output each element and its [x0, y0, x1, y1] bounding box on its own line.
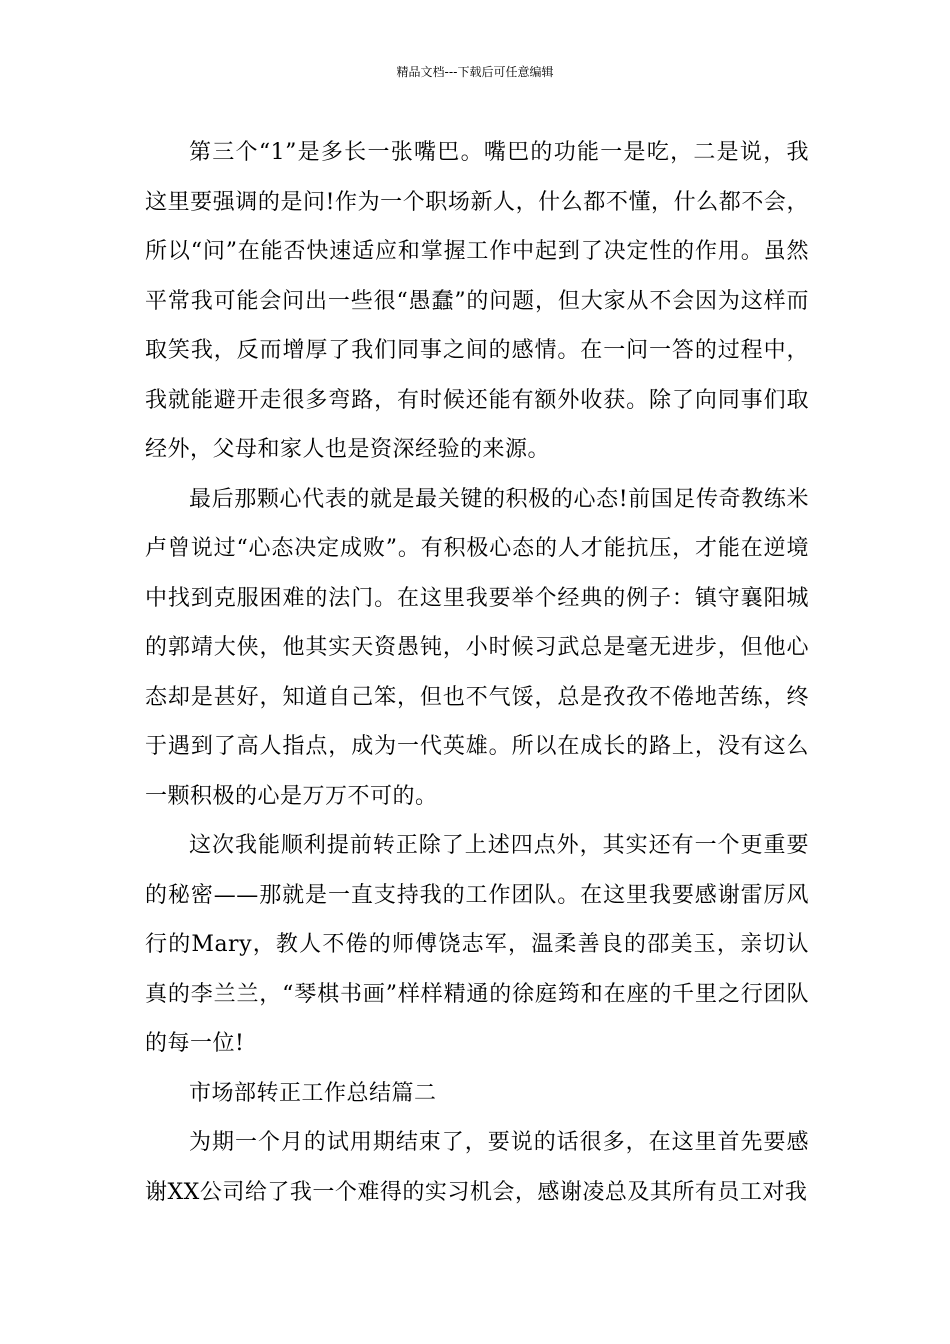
- page-header: 精品文档---下载后可任意编辑: [396, 65, 554, 79]
- document-body: [145, 128, 809, 1217]
- paragraph-positive-attitude: 最后那颗心代表的就是最关键的积极的心态!前国足传奇教练米卢曾说过“心态决定成败”。有积极心态的人才能抗压，才能在逆境中找到克服困难的法门。在这里我要举个经典的例子：镇守襄阳城的郭靖大侠，他其实天资愚钝，小时候习武总是毫无进步，但他心态却是甚好，知道自己笨，但也不气馁，总是孜孜不倦地苦练，终于遇到了高人指点，成为一代英雄。所以在成长的路上，没有这么一颗积极的心是万万不可的。: [145, 486, 809, 809]
- paragraph-intro-part-two: 为期一个月的试用期结束了，要说的话很多，在这里首先要感谢XX公司给了我一个难得的实习机会，感谢凌总及其所有员工对我: [145, 1130, 809, 1205]
- paragraph-team-thanks: 这次我能顺利提前转正除了上述四点外，其实还有一个更重要的秘密——那就是一直支持我的工作团队。在这里我要感谢雷厉风行的Mary，教人不倦的师傅饶志军，温柔善良的邵美玉，亲切认真的李兰兰，“琴棋书画”样样精通的徐庭筠和在座的千里之行团队的每一位!: [145, 833, 809, 1056]
- paragraph-ask-questions: 第三个“1”是多长一张嘴巴。嘴巴的功能一是吃，二是说，我这里要强调的是问!作为一个职场新人，什么都不懂，什么都不会，所以“问”在能否快速适应和掌握工作中起到了决定性的作用。虽然平常我可能会问出一些很“愚蠢”的问题，但大家从不会因为这样而取笑我，反而增厚了我们同事之间的感情。在一问一答的过程中，我就能避开走很多弯路，有时候还能有额外收获。除了向同事们取经外，父母和家人也是资深经验的来源。: [145, 140, 809, 462]
- section-heading: 市场部转正工作总结篇二: [189, 1080, 437, 1106]
